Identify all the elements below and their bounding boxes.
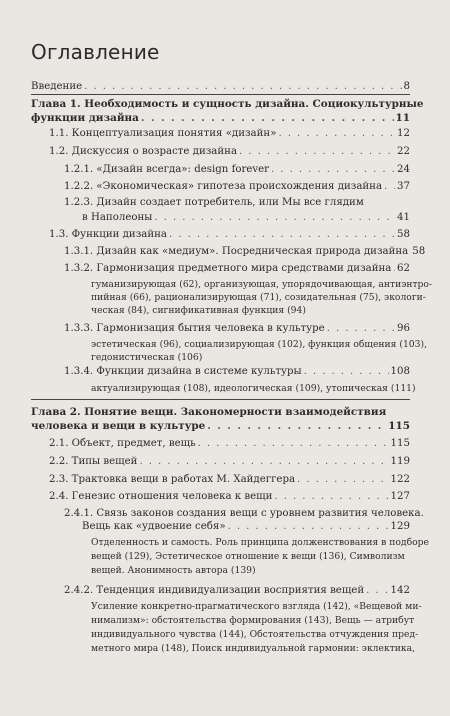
toc-page-number: 22 [397,146,410,157]
toc-description-line: эстетическая (96), социализирующая (102), функция общения (103), [91,339,427,350]
toc-label: 1.3.3. Гармонизация бытия человека в культуре [64,323,325,334]
toc-label: 1.3. Функции дизайна [49,229,168,240]
toc-entry-2-3[interactable] [49,473,410,486]
toc-label: Вещь как «удвоение себя» [82,521,226,532]
leader-dots [393,262,395,275]
toc-entry-1-3-3[interactable] [64,322,410,335]
toc-entry-1-2-3[interactable] [82,211,410,224]
toc-entry-2-4-1[interactable] [82,520,410,533]
toc-entry-2-4-1-line1[interactable]: 2.4.1. Связь законов создания вещи с уровнем развития человека. [64,508,424,519]
page-title: Оглавление [31,40,160,64]
toc-label: 1.2.2. «Экономическая» гипотеза происхождения дизайна [64,181,383,192]
chapter-1-title-line1[interactable]: Глава 1. Необходимость и сущность дизайна. Социокультурные [31,98,424,110]
toc-page-number: 122 [390,474,410,485]
toc-description-line: индивидуального чувства (144), Обстоятельства отчуждения пред- [91,629,419,640]
toc-entry-2-4[interactable] [49,490,410,503]
toc-entry-1-3[interactable] [49,228,410,241]
toc-page-number: 129 [390,521,410,532]
toc-label: 1.3.1. Дизайн как «медиум». Посредническая природа дизайна [64,246,409,257]
divider [31,399,410,400]
toc-label: 2.1. Объект, предмет, вещь [49,438,196,449]
leader-dots [141,112,394,125]
toc-label: 1.2. Дискуссия о возрасте дизайна [49,146,238,157]
leader-dots [297,473,389,486]
toc-label: 1.3.2. Гармонизация предметного мира средствами дизайна [64,263,392,274]
toc-page-number: 127 [390,491,410,502]
toc-entry-1-3-4[interactable] [64,365,410,378]
leader-dots [384,180,395,193]
leader-dots [366,584,388,597]
leader-dots [228,520,389,533]
toc-entry-intro[interactable] [31,80,410,93]
toc-page-number: 37 [397,181,410,192]
toc-entry-chapter-2[interactable] [31,420,410,433]
toc-label: 2.4. Генезис отношения человека к вещи [49,491,273,502]
leader-dots [327,322,395,335]
toc-description-line: нимализм»: обстоятельства формирования (143), Вещь — атрибут [91,615,415,626]
toc-page-number: 41 [397,212,410,223]
leader-dots [169,228,395,241]
toc-entry-2-2[interactable] [49,455,410,468]
toc-entry-2-1[interactable] [49,437,410,450]
toc-page-number: 108 [390,366,410,377]
toc-label: 2.3. Трактовка вещи в работах М. Хайдеггера [49,474,296,485]
toc-page-number: 12 [397,128,410,139]
leader-dots [239,145,395,158]
toc-entry-1-3-1[interactable] [64,245,426,258]
toc-page-number: 24 [397,164,410,175]
toc-label: 2.2. Типы вещей [49,456,138,467]
toc-entry-1-1[interactable] [49,127,410,140]
toc-entry-1-2-3-line1[interactable]: 1.2.3. Дизайн создает потребитель, или Мы все глядим [64,197,364,208]
leader-dots [139,455,388,468]
toc-description-line: Отделенность и самость. Роль принципа долженствования в подборе [91,537,429,548]
toc-description-line: гуманизирующая (62), организующая, упорядочивающая, антиэнтро- [91,279,433,290]
chapter-2-title-line1[interactable]: Глава 2. Понятие вещи. Закономерности взаимодействия [31,406,387,418]
leader-dots [304,365,389,378]
leader-dots [154,211,395,224]
toc-page-number: 115 [388,420,410,432]
toc-description-line: вещей (129), Эстетическое отношение к вещи (136), Символизм [91,551,405,562]
leader-dots [271,163,395,176]
toc-description-line: метного мира (148), Поиск индивидуальной гармонии: эклектика, [91,643,416,654]
toc-description-line: актуализирующая (108), идеологическая (109), утопическая (111) [91,383,416,394]
toc-entry-chapter-1[interactable] [31,112,410,125]
leader-dots [274,490,388,503]
toc-label: 1.3.4. Функции дизайна в системе культуры [64,366,302,377]
toc-page-number: 8 [403,81,410,92]
toc-label: Введение [31,81,83,92]
toc-entry-1-2-1[interactable] [64,163,410,176]
toc-label: 2.4.2. Тенденция индивидуализации восприятия вещей [64,585,365,596]
leader-dots [84,80,401,93]
toc-entry-2-4-2[interactable] [64,584,410,597]
toc-entry-1-2[interactable] [49,145,410,158]
toc-page-number: 58 [397,229,410,240]
toc-label: 1.2.1. «Дизайн всегда»: design forever [64,164,270,175]
toc-description-line: пийная (66), рационализирующая (71), созидательная (75), экологи- [91,292,426,303]
toc-page-number: 115 [390,438,410,449]
toc-page-number: 96 [397,323,410,334]
toc-page-number: 58 [412,246,426,257]
divider [31,94,410,95]
toc-label: 1.1. Концептуализация понятия «дизайн» [49,128,277,139]
toc-description-line: гедонистическая (106) [91,352,203,363]
toc-page-number: 11 [395,112,410,124]
toc-entry-1-3-2[interactable] [64,262,410,275]
toc-description-line: вещей. Анонимность автора (139) [91,565,256,576]
leader-dots [198,437,389,450]
toc-label: в Наполеоны [82,212,153,223]
leader-dots [207,420,386,433]
toc-label: человека и вещи в культуре [31,420,206,432]
toc-page-number: 119 [390,456,410,467]
toc-entry-1-2-2[interactable] [64,180,410,193]
toc-description-line: ческая (84), сигнификативная функция (94) [91,305,306,316]
toc-page-number: 62 [397,263,410,274]
leader-dots [278,127,395,140]
toc-page-number: 142 [390,585,410,596]
toc-description-line: Усиление конкретно-прагматического взгляда (142), «Вещевой ми- [91,601,422,612]
toc-label: функции дизайна [31,112,139,124]
